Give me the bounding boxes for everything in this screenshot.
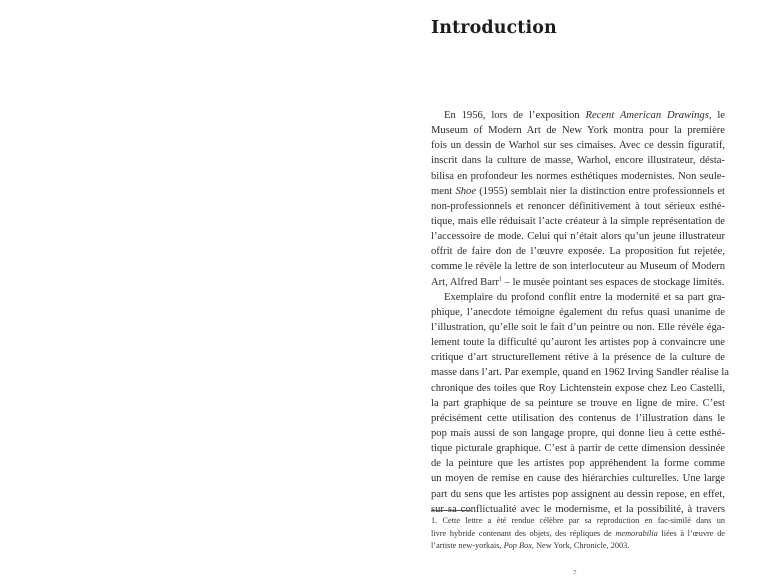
footnote-ref: 1 <box>498 276 502 283</box>
body-line: tique, mais elle réduisait l’acte créateur à la simple représentation de <box>431 215 725 227</box>
body-line: offrit de faire don de l’œuvre exposée. La proposition fut rejetée, <box>431 246 725 258</box>
body-line: de la peinture que les artistes pop appréhendent la forme comme <box>431 458 725 470</box>
body-line: ment Shoe (1955) semblait nier la distinction entre professionnels et <box>431 185 725 197</box>
body-line: chronique des toiles que Roy Lichtenstein expose chez Leo Castelli, <box>431 382 725 394</box>
body-line: non-professionnels et renoncer définitivement à tout sérieux esthé- <box>431 200 725 212</box>
body-line: masse dans l’art. Par exemple, quand en 1962 Irving Sandler réalise la <box>431 367 730 379</box>
body-line: comme le révèle la lettre de son interlocuteur au Museum of Modern <box>431 261 725 273</box>
footnote-line: livre hybride contenant des objets, des répliques de memorabilia liées à l’œuvre de <box>431 528 725 538</box>
chapter-title: Introduction <box>431 18 557 38</box>
body-line: lement toute la difficulté qu’auront les artistes pop à convaincre une <box>431 337 725 349</box>
body-line: Museum of Modern Art de New York montra pour la première <box>431 125 725 137</box>
body-line: bilisa en profondeur les normes esthétiques modernistes. Non seule- <box>431 170 725 182</box>
footnote-line: 1. Cette lettre a été rendue célèbre par sa reproduction en fac-similé dans un <box>431 516 725 525</box>
body-line: Exemplaire du profond conflit entre la modernité et sa part gra- <box>444 291 725 303</box>
body-line: sur sa conflictualité avec le modernisme, et la possibilité, à travers <box>431 503 725 515</box>
footnote-line: l’artiste new-yorkais, Pop Box, New York, Chronicle, 2003. <box>431 541 630 551</box>
body-line: critique d’art structurellement rétive à la présence de la culture de <box>431 352 725 364</box>
body-line: précisément cette utilisation des contenus de l’illustration dans le <box>431 412 725 424</box>
body-line: En 1956, lors de l’exposition Recent American Drawings, le <box>444 110 725 121</box>
body-line: part du sens que les artistes pop assignent au dessin repose, en effet, <box>431 488 725 500</box>
page-number: 7 <box>573 569 577 577</box>
body-line: la part graphique de sa peinture se trouve en ligne de mire. C’est <box>431 397 725 409</box>
body-line: phique, l’anecdote témoigne également du refus quasi unanime de <box>431 306 725 318</box>
footnote-divider <box>431 510 471 511</box>
body-line: tique picturale graphique. C’est à partir de cette dimension dessinée <box>431 443 725 455</box>
body-line: pop mais aussi de son langage propre, qui donne lieu à cette esthé- <box>431 427 725 439</box>
body-line: l’illustration, qu’elle soit le fait d’un peintre ou non. Elle révèle éga- <box>431 321 725 333</box>
body-line: inscrit dans la culture de masse, Warhol, encore illustrateur, désta- <box>431 155 725 167</box>
footnote <box>431 515 725 553</box>
body-line: fois un dessin de Warhol sur ses cimaises. Avec ce dessin figuratif, <box>431 140 725 152</box>
body-line: Art, Alfred Barr$^1$ – le musée pointant ses espaces de stockage limités. <box>431 276 725 288</box>
body-line: un moyen de remise en cause des hiérarchies culturelles. Une large <box>431 473 725 485</box>
body-text <box>431 108 730 517</box>
body-line: l’accessoire de mode. Celui qui n’était alors qu’un jeune illustrateur <box>431 231 725 243</box>
